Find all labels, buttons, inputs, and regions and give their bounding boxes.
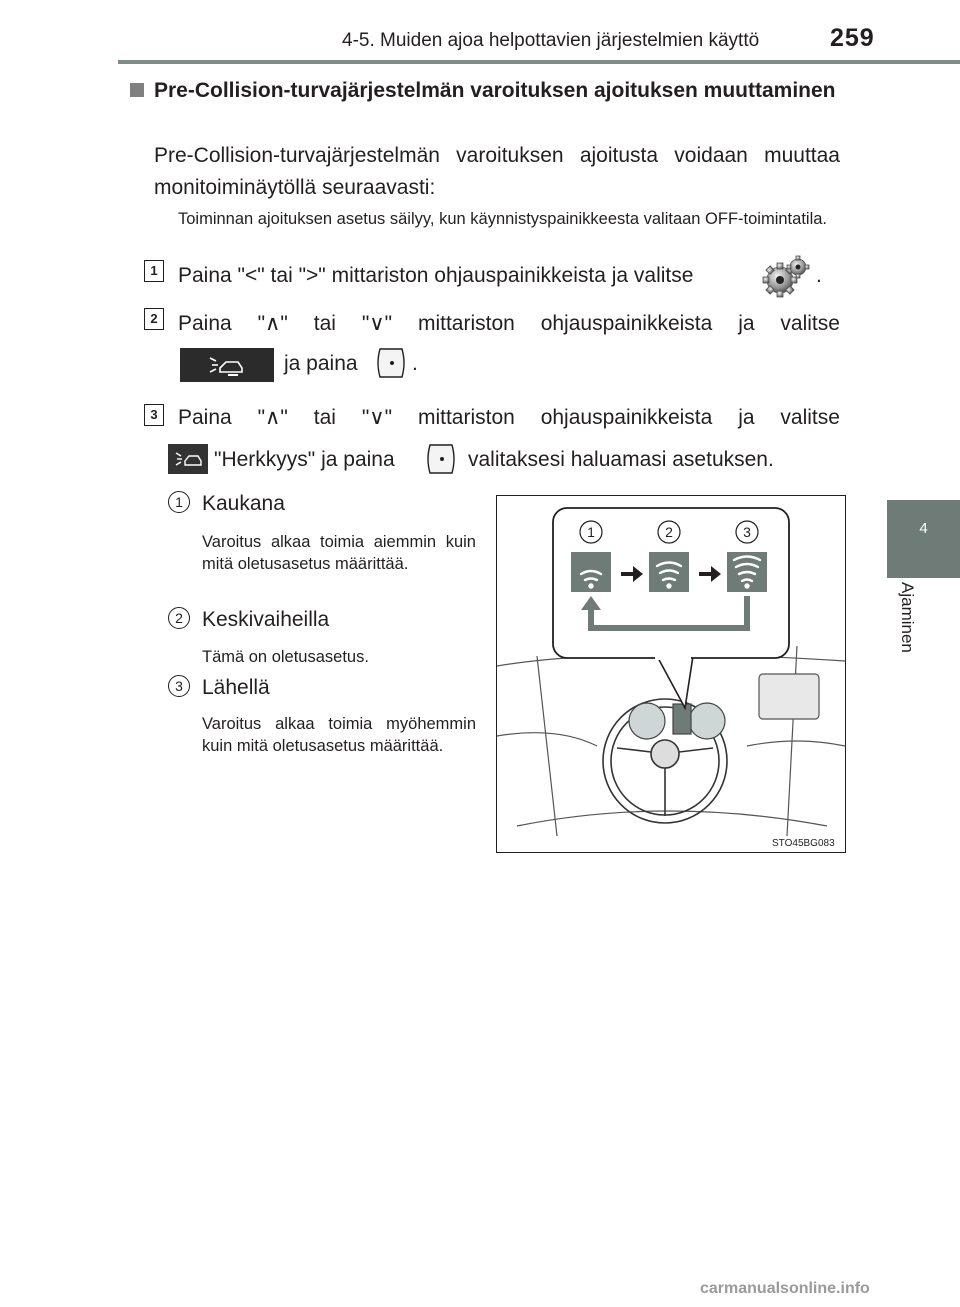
step-number-box: 1 — [144, 260, 164, 282]
gear-icon — [760, 254, 810, 300]
pre-collision-sensitivity-icon — [168, 444, 208, 474]
pre-collision-icon — [180, 348, 274, 382]
note-text: Toiminnan ajoituksen asetus säilyy, kun käynnistyspainikkeesta valitaan OFF-toimintatila. — [178, 210, 827, 228]
word: ja — [738, 312, 755, 335]
illustration-figure — [496, 495, 846, 853]
word: Paina — [178, 312, 232, 335]
step-2-line-1 — [178, 310, 840, 338]
figure-label-3: 3 — [743, 524, 751, 540]
step-1-text — [178, 262, 693, 290]
chapter-label: Ajaminen — [898, 582, 917, 653]
option-description: Tämä on oletusasetus. — [202, 648, 369, 666]
up-arrow-symbol: "∧" — [257, 406, 288, 429]
word: ja — [738, 406, 755, 429]
step-number-box: 2 — [144, 308, 164, 330]
option-number: 2 — [168, 607, 190, 629]
ok-button-icon — [372, 345, 410, 381]
running-header: 4-5. Muiden ajoa helpottavien järjestelmien käyttö — [342, 30, 760, 51]
option-title: Kaukana — [202, 492, 285, 515]
word: valitse — [780, 406, 840, 429]
page-number: 259 — [830, 24, 875, 52]
up-arrow-symbol: "∧" — [257, 312, 288, 335]
word: mittariston — [417, 312, 515, 335]
word: tai — [313, 312, 336, 335]
step-number-box: 3 — [144, 404, 164, 426]
option-description: Varoitus alkaa toimia aiemmin kuin mitä oletusasetus määrittää. — [202, 533, 476, 573]
option-number: 3 — [168, 675, 190, 697]
step-3-end: valitaksesi haluamasi asetuksen. — [468, 448, 774, 471]
word: valitse — [780, 312, 840, 335]
watermark-footer: carmanualsonline.info — [700, 1280, 870, 1297]
option-title: Lähellä — [202, 676, 270, 699]
down-arrow-symbol: "∨" — [361, 312, 393, 335]
figure-label-1: 1 — [587, 524, 595, 540]
step-2-line-2: ja paina — [284, 352, 358, 375]
word: ohjauspainikkeista — [540, 406, 713, 429]
pcs-screen-icon — [180, 348, 274, 382]
figure-label-2: 2 — [665, 524, 673, 540]
section-heading — [130, 75, 840, 106]
word: ohjauspainikkeista — [540, 312, 713, 335]
down-arrow-symbol: "∨" — [361, 406, 393, 429]
option-number: 1 — [168, 491, 190, 513]
chapter-tab — [887, 500, 960, 578]
dashboard-illustration — [497, 496, 845, 852]
figure-code: STO45BG083 — [772, 838, 835, 849]
option-title: Keskivaiheilla — [202, 608, 330, 631]
square-bullet-icon — [130, 83, 144, 97]
word: mittariston — [417, 406, 515, 429]
step-3-line-2: "Herkkyys" ja paina — [214, 448, 395, 471]
step-1-text-end: . — [816, 264, 822, 287]
section-heading-text: Pre-Collision-turvajärjestelmän varoituksen ajoituksen muuttaminen — [154, 79, 836, 102]
word: tai — [313, 406, 336, 429]
header-rule — [118, 60, 960, 64]
ok-button-icon — [422, 441, 460, 477]
intro-paragraph: Pre-Collision-turvajärjestelmän varoituksen ajoitusta voidaan muuttaa monitoiminäytöllä seuraavasti: — [154, 144, 840, 199]
pcs-small-icon — [168, 444, 208, 474]
step-1-text-before: Paina "<" tai ">" mittariston ohjauspainikkeista ja valitse — [178, 264, 694, 287]
chapter-number: 4 — [919, 520, 928, 537]
option-description: Varoitus alkaa toimia myöhemmin kuin mitä oletusasetus määrittää. — [202, 715, 476, 755]
word: Paina — [178, 406, 232, 429]
step-2-end: . — [412, 352, 418, 375]
step-3-line-1 — [178, 404, 840, 432]
